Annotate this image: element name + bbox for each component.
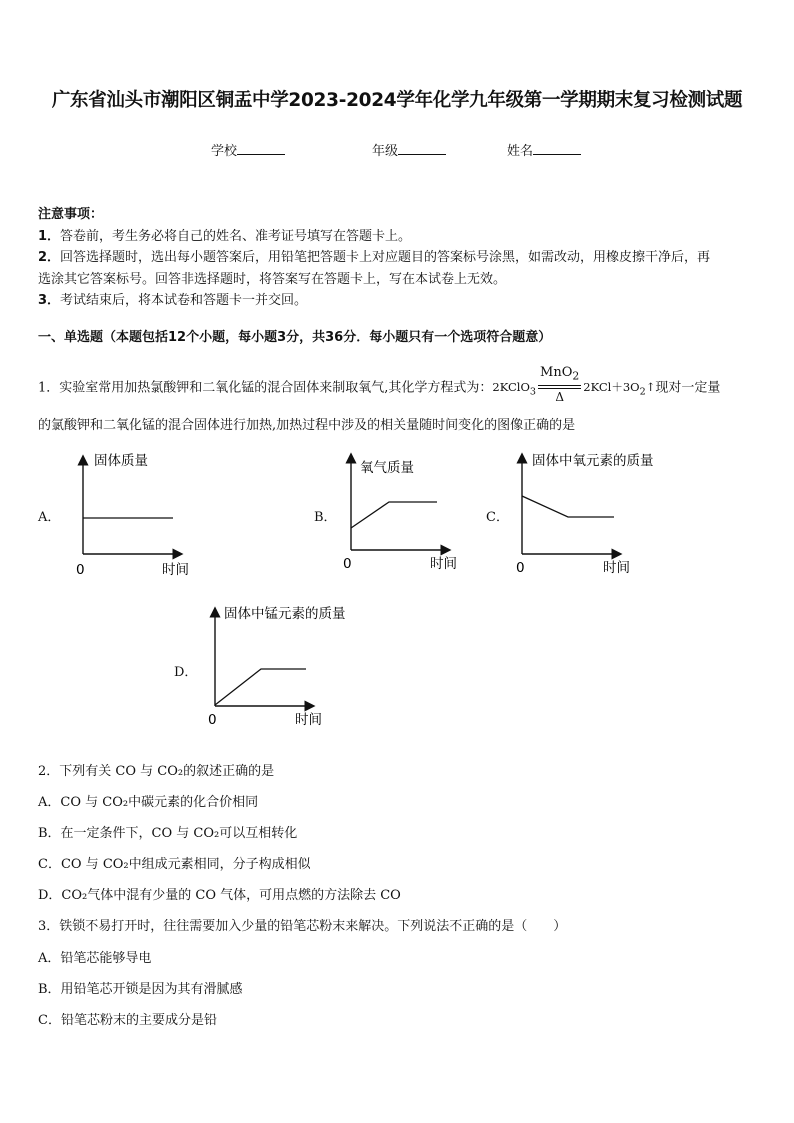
q3-option-c: C．铅笔芯粉末的主要成分是铅 <box>38 1013 217 1028</box>
curve-line <box>215 669 306 705</box>
notes-heading: 注意事项： <box>38 207 104 222</box>
name-label: 姓名 <box>507 144 534 159</box>
grade-field <box>372 140 446 159</box>
name-field <box>507 140 581 159</box>
y-axis-label: 固体质量 <box>94 453 148 469</box>
school-label: 学校 <box>211 144 238 159</box>
note-item: 选涂其它答案标号。回答非选择题时，将答案写在答题卡上，写在本试卷上无效。 <box>38 271 507 287</box>
q1-stem-line1: 1．实验室常用加热氯酸钾和二氧化锰的混合固体来制取氧气,其化学方程式为：2KClO$_3$ $\frac{MnO_2}{\Delta}$ $2KCl+3O_2↑$现对一定量 <box>38 365 721 404</box>
q1-option-a-graph <box>74 450 204 584</box>
q3-stem: 3．铁锁不易打开时，往往需要加入少量的铅笔芯粉末来解决。下列说法不正确的是（ ） <box>38 919 567 934</box>
school-blank <box>237 143 285 155</box>
q1-option-a-label: A． <box>38 510 61 525</box>
origin-label: 0 <box>516 560 525 576</box>
curve-line <box>351 502 437 528</box>
q3-option-b: B．用铅笔芯开锁是因为其有滑腻感 <box>38 982 243 997</box>
q2-option-c: C．CO 与 CO₂中组成元素相同，分子构成相似 <box>38 857 311 872</box>
grade-blank <box>398 143 446 155</box>
section-heading: 一、单选题（本题包括12个小题，每小题3分，共36分．每小题只有一个选项符合题意） <box>38 330 552 345</box>
y-axis-label: 固体中锰元素的质量 <box>224 606 346 622</box>
y-axis-label: 固体中氧元素的质量 <box>532 453 654 469</box>
origin-label: 0 <box>208 712 217 728</box>
q3-option-a: A．铅笔芯能够导电 <box>38 951 152 966</box>
q2-option-b: B．在一定条件下，CO 与 CO₂可以互相转化 <box>38 826 298 841</box>
note-item: 1．答卷前，考生务必将自己的姓名、准考证号填写在答题卡上。 <box>38 228 412 244</box>
q1-option-b-graph <box>342 450 472 584</box>
school-field <box>211 140 285 159</box>
notes-block <box>38 204 758 312</box>
name-blank <box>533 143 581 155</box>
x-axis-label: 时间 <box>162 562 189 578</box>
x-axis-label: 时间 <box>603 560 630 576</box>
curve-line <box>522 496 614 517</box>
q2-stem: 2．下列有关 CO 与 CO₂的叙述正确的是 <box>38 764 275 779</box>
equation-right: $2KCl+3O_2↑$ <box>583 380 656 398</box>
q1-option-b-label: B． <box>314 510 337 525</box>
q2-option-d: D．CO₂气体中混有少量的 CO 气体，可用点燃的方法除去 CO <box>38 888 401 903</box>
equation-left: 2KClO$_3$ <box>492 380 537 398</box>
origin-label: 0 <box>76 562 85 578</box>
q1-option-d-graph <box>206 602 376 736</box>
reaction-condition: $\frac{MnO_2}{\Delta}$ <box>540 365 580 404</box>
x-axis-label: 时间 <box>430 556 457 572</box>
q1-stem-line2: 的氯酸钾和二氧化锰的混合固体进行加热,加热过程中涉及的相关量随时间变化的图像正确的是 <box>38 418 576 433</box>
origin-label: 0 <box>343 556 352 572</box>
x-axis-label: 时间 <box>295 712 322 728</box>
q1-option-c-graph <box>513 450 683 584</box>
q2-option-a: A．CO 与 CO₂中碳元素的化合价相同 <box>38 795 259 810</box>
y-axis-label: 氧气质量 <box>360 460 414 476</box>
q1-option-c-label: C． <box>486 510 509 525</box>
note-item: 2．回答选择题时，选出每小题答案后，用铅笔把答题卡上对应题目的答案标号涂黑，如需改动，用橡皮擦干净后，再 <box>38 250 711 265</box>
q1-option-d-label: D． <box>174 665 198 680</box>
note-item: 3．考试结束后，将本试卷和答题卡一并交回。 <box>38 293 308 308</box>
grade-label: 年级 <box>372 144 399 159</box>
exam-title: 广东省汕头市潮阳区铜盂中学2023-2024学年化学九年级第一学期期末复习检测试题 <box>51 90 743 111</box>
